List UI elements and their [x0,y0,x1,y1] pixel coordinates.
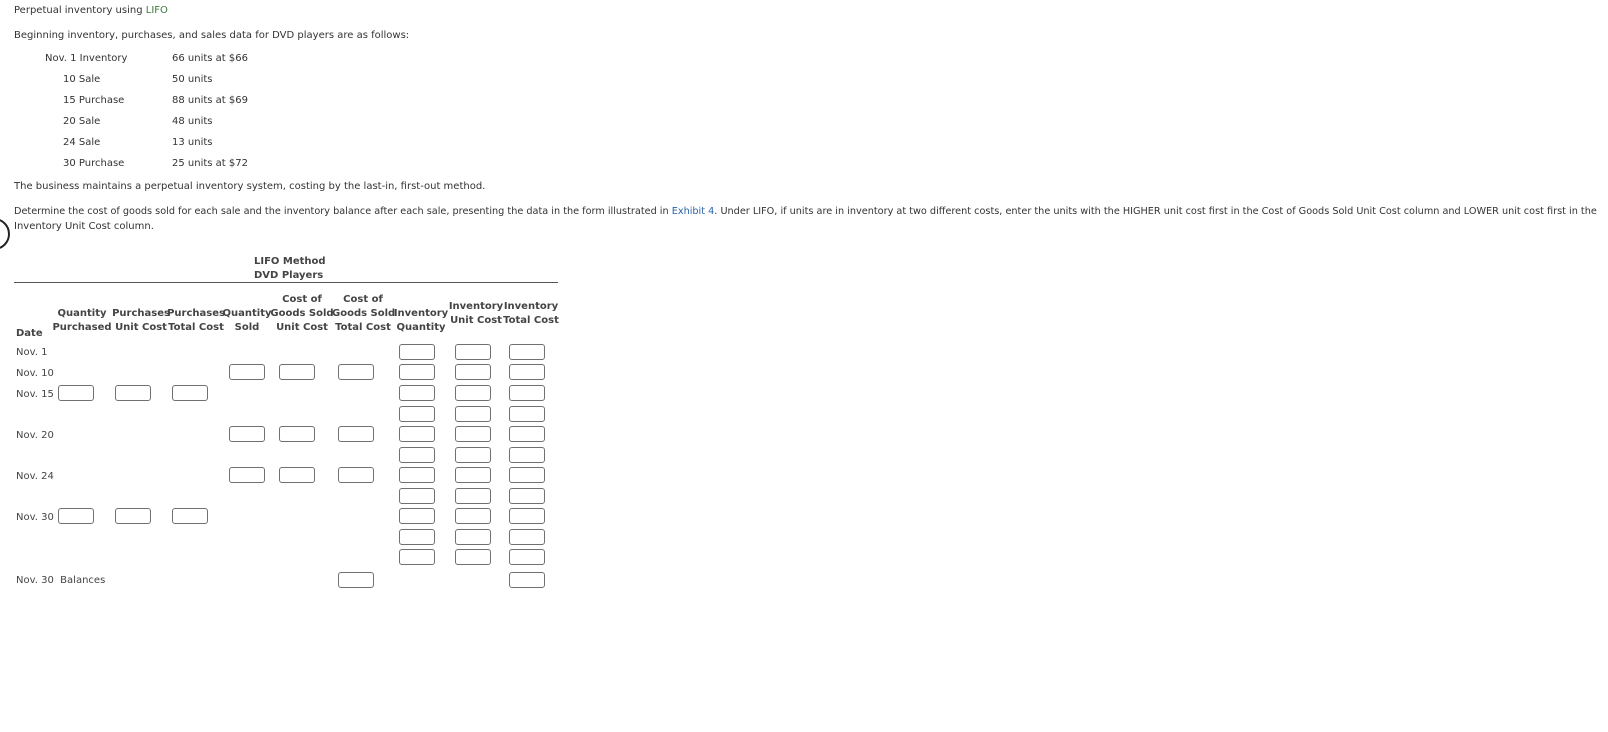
txn-detail-4: 13 units [172,137,213,148]
row-label-nov-24: Nov. 24 [16,471,54,482]
row-label-nov-30-balances: Nov. 30 Balances [16,575,106,586]
date-column-header: Date [16,328,43,339]
row-label-nov-10: Nov. 10 [16,368,54,379]
inventory-unit-cost-input[interactable] [455,385,491,401]
col-header-quantity-sold: Quantity Sold [222,308,272,333]
inventory-total-cost-input[interactable] [509,406,545,422]
txn-detail-1: 50 units [172,74,213,85]
nov15-purchases-unit-cost-input[interactable] [115,385,151,401]
inventory-quantity-input[interactable] [399,344,435,360]
inventory-unit-cost-input[interactable] [455,426,491,442]
inventory-unit-cost-input[interactable] [455,488,491,504]
intro-text: Beginning inventory, purchases, and sales data for DVD players are as follows: [14,30,410,41]
inventory-quantity-input[interactable] [399,508,435,524]
inventory-quantity-input[interactable] [399,364,435,380]
col-header-purchases-unit-cost: Purchases Unit Cost [112,308,170,333]
inventory-total-cost-input[interactable] [509,385,545,401]
row-label-nov-1: Nov. 1 [16,347,48,358]
col-header-inventory-total-cost: Inventory Total Cost [503,301,559,326]
row-label-nov-30: Nov. 30 [16,512,54,523]
col-header-cogs-unit-cost: Cost of Goods Sold Unit Cost [270,294,334,333]
inventory-quantity-input[interactable] [399,447,435,463]
inventory-quantity-input[interactable] [399,488,435,504]
inventory-quantity-input[interactable] [399,385,435,401]
inventory-total-cost-input[interactable] [509,549,545,565]
nov24-cogs-unit-cost-input[interactable] [279,467,315,483]
inventory-total-cost-input[interactable] [509,447,545,463]
problem-title: Perpetual inventory using LIFO [14,5,168,16]
inventory-unit-cost-input[interactable] [455,364,491,380]
nov10-cogs-total-cost-input[interactable] [338,364,374,380]
txn-detail-3: 48 units [172,116,213,127]
table-header-rule [14,282,558,283]
inventory-total-cost-input[interactable] [509,467,545,483]
txn-date-0: Nov. 1 Inventory [45,53,128,64]
inventory-quantity-input[interactable] [399,406,435,422]
lifo-link[interactable]: LIFO [145,5,168,16]
inventory-unit-cost-input[interactable] [455,549,491,565]
inventory-unit-cost-input[interactable] [455,406,491,422]
row-label-nov-15: Nov. 15 [16,389,54,400]
inventory-total-cost-input[interactable] [509,488,545,504]
inventory-total-cost-balance-input[interactable] [509,572,545,588]
scroll-indicator-circle [0,218,10,250]
nov30-purchases-unit-cost-input[interactable] [115,508,151,524]
table-subtitle: DVD Players [254,270,324,281]
inventory-unit-cost-input[interactable] [455,508,491,524]
txn-detail-5: 25 units at $72 [172,158,248,169]
inventory-quantity-input[interactable] [399,426,435,442]
txn-date-2: 15 Purchase [63,95,125,106]
inventory-quantity-input[interactable] [399,467,435,483]
inventory-total-cost-input[interactable] [509,344,545,360]
col-header-quantity-purchased: Quantity Purchased [52,308,112,333]
col-header-cogs-total-cost: Cost of Goods Sold Total Cost [332,294,396,333]
task-text-cont: Inventory Unit Cost column. [14,221,154,232]
nov10-cogs-unit-cost-input[interactable] [279,364,315,380]
col-header-purchases-total-cost: Purchases Total Cost [167,308,225,333]
txn-detail-2: 88 units at $69 [172,95,248,106]
nov20-quantity-sold-input[interactable] [229,426,265,442]
inventory-quantity-input[interactable] [399,549,435,565]
inventory-total-cost-input[interactable] [509,529,545,545]
inventory-unit-cost-input[interactable] [455,344,491,360]
inventory-unit-cost-input[interactable] [455,467,491,483]
txn-date-4: 24 Sale [63,137,101,148]
inventory-unit-cost-input[interactable] [455,447,491,463]
balance-cogs-total-cost-input[interactable] [338,572,374,588]
txn-date-1: 10 Sale [63,74,101,85]
nov15-purchases-total-cost-input[interactable] [172,385,208,401]
nov24-quantity-sold-input[interactable] [229,467,265,483]
inventory-quantity-input[interactable] [399,529,435,545]
txn-date-3: 20 Sale [63,116,101,127]
table-title: LIFO Method [254,256,326,267]
txn-detail-0: 66 units at $66 [172,53,248,64]
inventory-total-cost-input[interactable] [509,364,545,380]
inventory-total-cost-input[interactable] [509,426,545,442]
task-text: Determine the cost of goods sold for each sale and the inventory balance after each sale, presenting the data in the form illustrated in Exhibit 4. Under LIFO, if units are in inventory at two different costs, enter the units with the HIGHER unit cost first in the Cost of Goods Sold Unit Cost column and LOWER unit cost first in the [14,206,1597,217]
system-text: The business maintains a perpetual inventory system, costing by the last-in, first-out method. [14,181,486,192]
row-label-nov-20: Nov. 20 [16,430,54,441]
col-header-inventory-quantity: Inventory Quantity [393,308,449,333]
col-header-inventory-unit-cost: Inventory Unit Cost [448,301,504,326]
nov20-cogs-unit-cost-input[interactable] [279,426,315,442]
nov24-cogs-total-cost-input[interactable] [338,467,374,483]
nov10-quantity-sold-input[interactable] [229,364,265,380]
inventory-total-cost-input[interactable] [509,508,545,524]
nov15-quantity-purchased-input[interactable] [58,385,94,401]
inventory-unit-cost-input[interactable] [455,529,491,545]
nov30-quantity-purchased-input[interactable] [58,508,94,524]
exhibit-4-link[interactable]: Exhibit 4 [671,206,715,217]
nov20-cogs-total-cost-input[interactable] [338,426,374,442]
txn-date-5: 30 Purchase [63,158,125,169]
nov30-purchases-total-cost-input[interactable] [172,508,208,524]
